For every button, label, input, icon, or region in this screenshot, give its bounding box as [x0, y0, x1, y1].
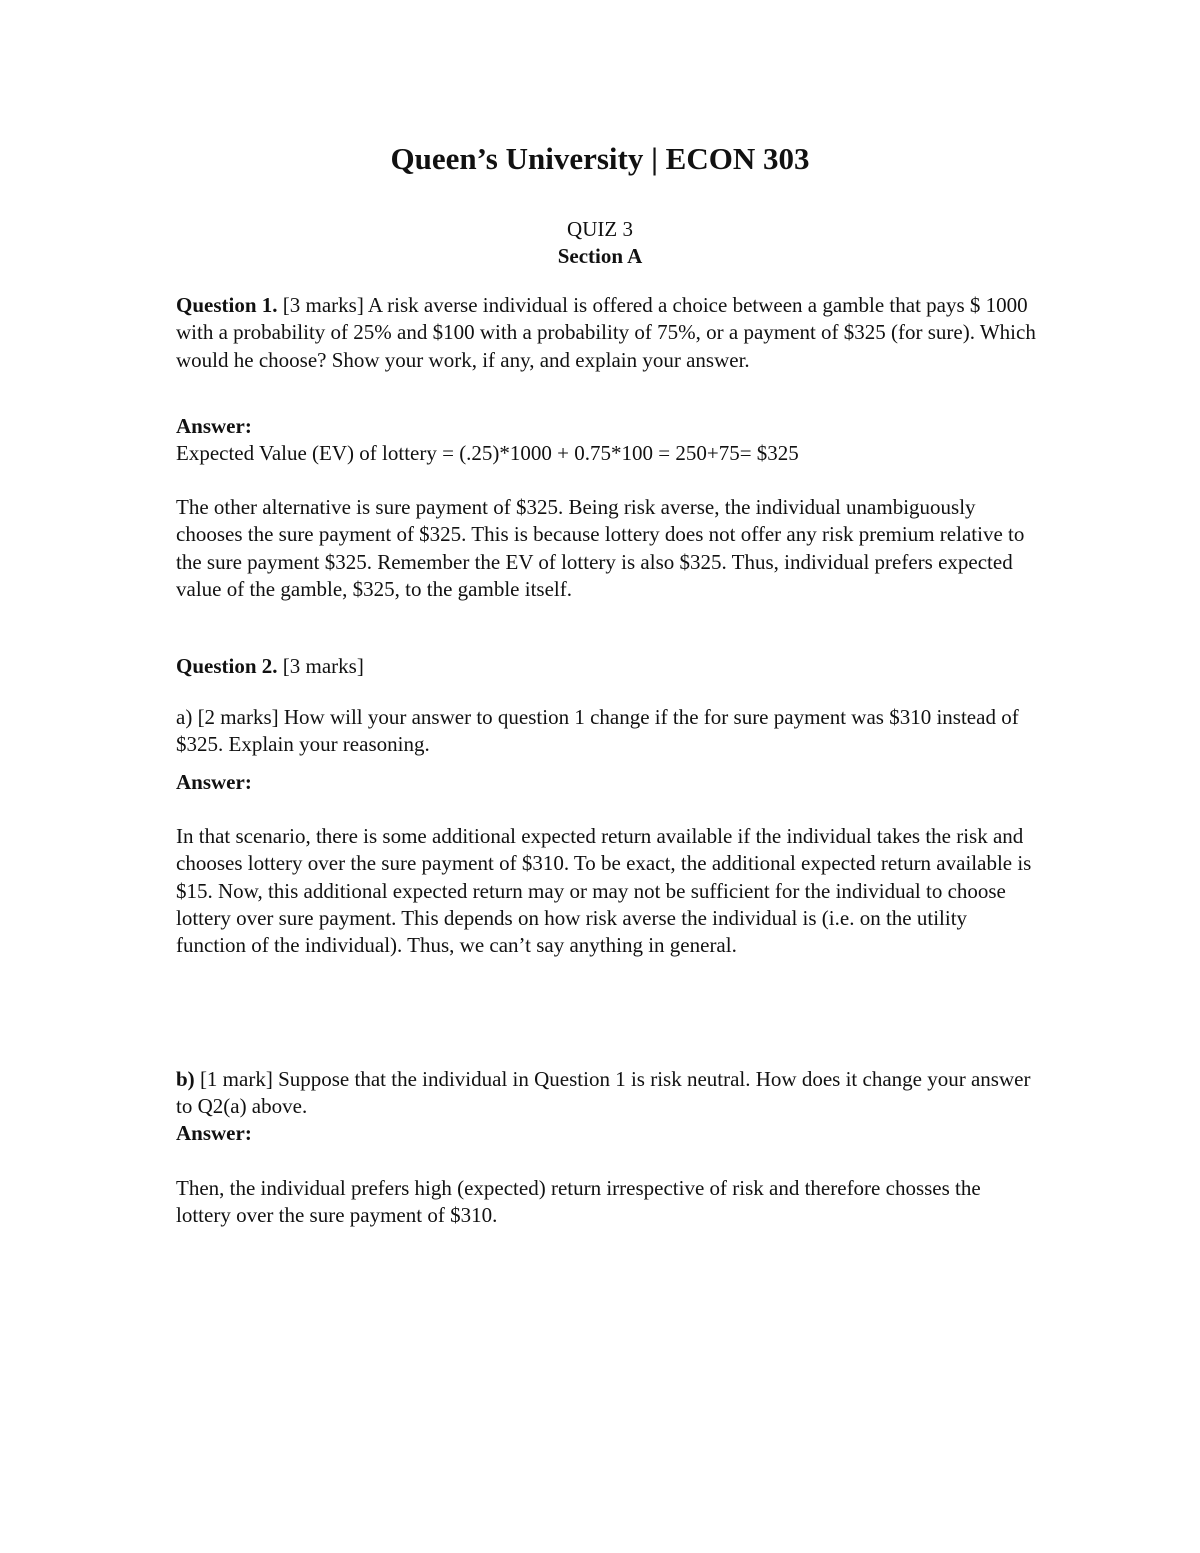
question-2-label: Question 2.	[176, 654, 278, 678]
question-1	[176, 292, 1036, 374]
quiz-number: QUIZ 3	[567, 217, 633, 241]
question-2b-text: [1 mark] Suppose that the individual in Question 1 is risk neutral. How does it change your answer to Q2(a) above.	[176, 1067, 1031, 1119]
question-2b-answer: Then, the individual prefers high (expected) return irrespective of risk and therefore chosses the lottery over the sure payment of $310.	[176, 1176, 981, 1228]
question-2a-answer: In that scenario, there is some additional expected return available if the individual takes the risk and chooses lottery over the sure payment of $310. To be exact, the additional expected return available is $15. Now, this additional expected return may or may not be sufficient for the individual to choose lottery over sure payment. This depends on how risk averse the individual is (i.e. on the utility function of the individual). Thus, we can’t say anything in general.	[176, 824, 1032, 958]
question-1-explanation: The other alternative is sure payment of $325. Being risk averse, the individual unambiguously chooses the sure payment of $325. This is because lottery does not offer any risk premium relative to the sure payment $325. Remember the EV of lottery is also $325. Thus, individual prefers expected value of the gamble, $325, to the gamble itself.	[176, 495, 1025, 601]
page-title: Queen’s University | ECON 303	[390, 141, 810, 176]
question-2a-answer-label: Answer:	[176, 770, 252, 794]
question-2b-label: b)	[176, 1067, 195, 1091]
question-2-marks: [3 marks]	[277, 654, 364, 678]
question-1-text: [3 marks] A risk averse individual is offered a choice between a gamble that pays $ 1000 with a probability of 25% and $100 with a probability of 75%, or a payment of $325 (for sure). Which would he choose? Show your work, if any, and explain your answer.	[176, 293, 1036, 372]
question-2b-answer-label: Answer:	[176, 1121, 252, 1145]
question-1-label: Question 1.	[176, 293, 278, 317]
question-1-ev-line: Expected Value (EV) of lottery = (.25)*1000 + 0.75*100 = 250+75= $325	[176, 441, 799, 465]
question-2a-text: a) [2 marks] How will your answer to question 1 change if the for sure payment was $310 instead of $325. Explain your reasoning.	[176, 705, 1019, 757]
section-heading: Section A	[557, 244, 643, 268]
question-2	[176, 653, 1036, 680]
question-2b	[176, 1066, 1036, 1121]
question-1-answer-label: Answer:	[176, 414, 252, 438]
